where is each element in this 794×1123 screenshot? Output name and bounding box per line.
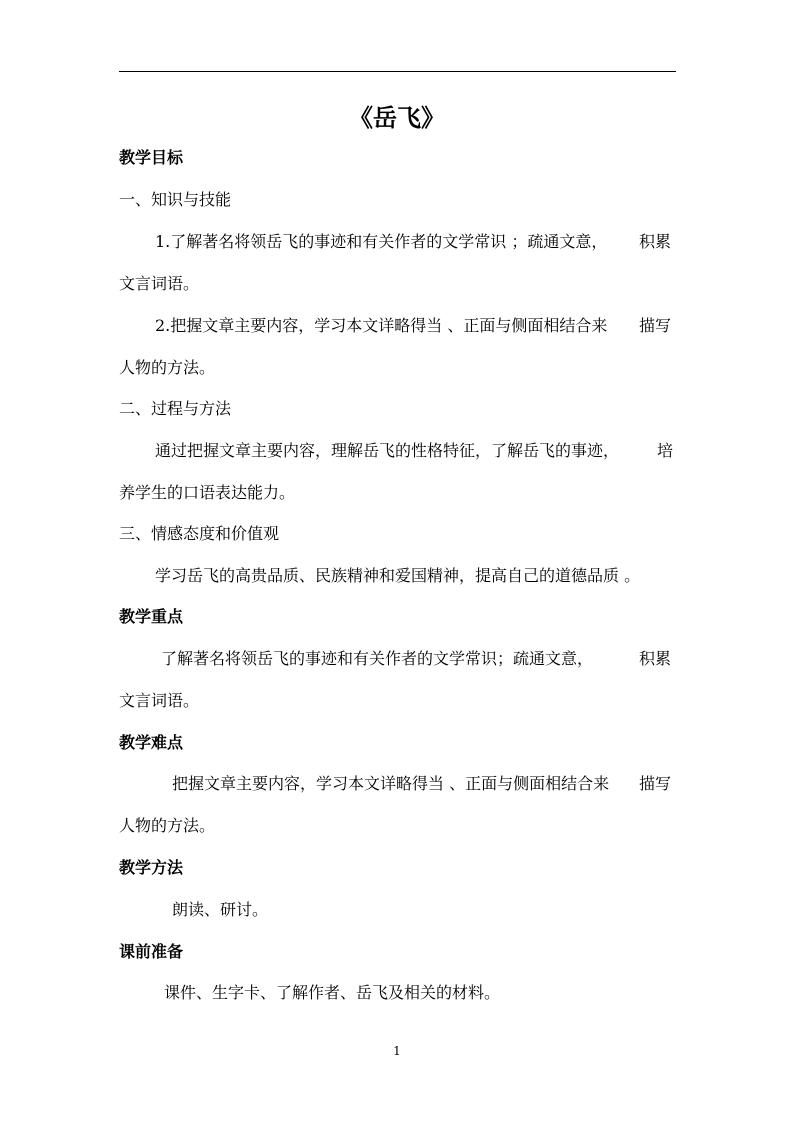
knowledge-item-1-end: 积累 (638, 232, 671, 251)
process-line-2: 养学生的口语表达能力。 (119, 483, 296, 502)
page-number: 1 (393, 1044, 401, 1058)
heading-difficulties: 教学难点 (119, 733, 184, 752)
knowledge-item-2-end: 描写 (638, 316, 671, 335)
knowledge-item-2-line-2: 人物的方法。 (119, 358, 216, 377)
knowledge-item-2-text: 2.把握文章主要内容，学习本文详略得当 、正面与侧面相结合来 (155, 316, 608, 335)
heading-preparation: 课前准备 (119, 942, 184, 961)
knowledge-item-1-line-2: 文言词语。 (119, 274, 200, 293)
knowledge-item-1-text: 1.了解著名将领岳飞的事迹和有关作者的文学常识 ；疏通文意， (155, 232, 608, 251)
document-title: 《岳飞》 (349, 103, 445, 132)
subheading-emotion-values: 三、情感态度和价值观 (119, 524, 280, 543)
difficulties-end: 描写 (638, 774, 671, 793)
emotion-line-1: 学习岳飞的高贵品质、民族精神和爱国精神，提高自己的道德品质 。 (155, 566, 641, 585)
heading-key-points: 教学重点 (119, 607, 184, 626)
difficulties-text: 把握文章主要内容，学习本文详略得当 、正面与侧面相结合来 (172, 774, 610, 793)
methods-line-1: 朗读、研讨。 (172, 900, 269, 919)
key-points-line-2: 文言词语。 (119, 691, 200, 710)
header-rule (119, 71, 676, 72)
heading-methods: 教学方法 (119, 858, 184, 877)
subheading-knowledge-skills: 一、知识与技能 (119, 190, 232, 209)
knowledge-item-2-line-1 (155, 314, 671, 338)
knowledge-item-1-line-1 (155, 230, 671, 254)
subheading-process-methods: 二、过程与方法 (119, 399, 232, 418)
key-points-text: 了解著名将领岳飞的事迹和有关作者的文学常识；疏通文意， (161, 649, 594, 668)
process-end: 培 (656, 441, 673, 460)
difficulties-line-1 (172, 772, 671, 796)
difficulties-line-2: 人物的方法。 (119, 816, 216, 835)
process-line-1 (155, 439, 673, 463)
key-points-end: 积累 (638, 649, 671, 668)
key-points-line-1 (161, 647, 671, 671)
heading-teaching-objectives: 教学目标 (119, 148, 184, 167)
preparation-line-1: 课件、生字卡、了解作者、岳飞及相关的材料。 (164, 983, 501, 1002)
process-text: 通过把握文章主要内容，理解岳飞的性格特征，了解岳飞的事迹， (155, 441, 620, 460)
